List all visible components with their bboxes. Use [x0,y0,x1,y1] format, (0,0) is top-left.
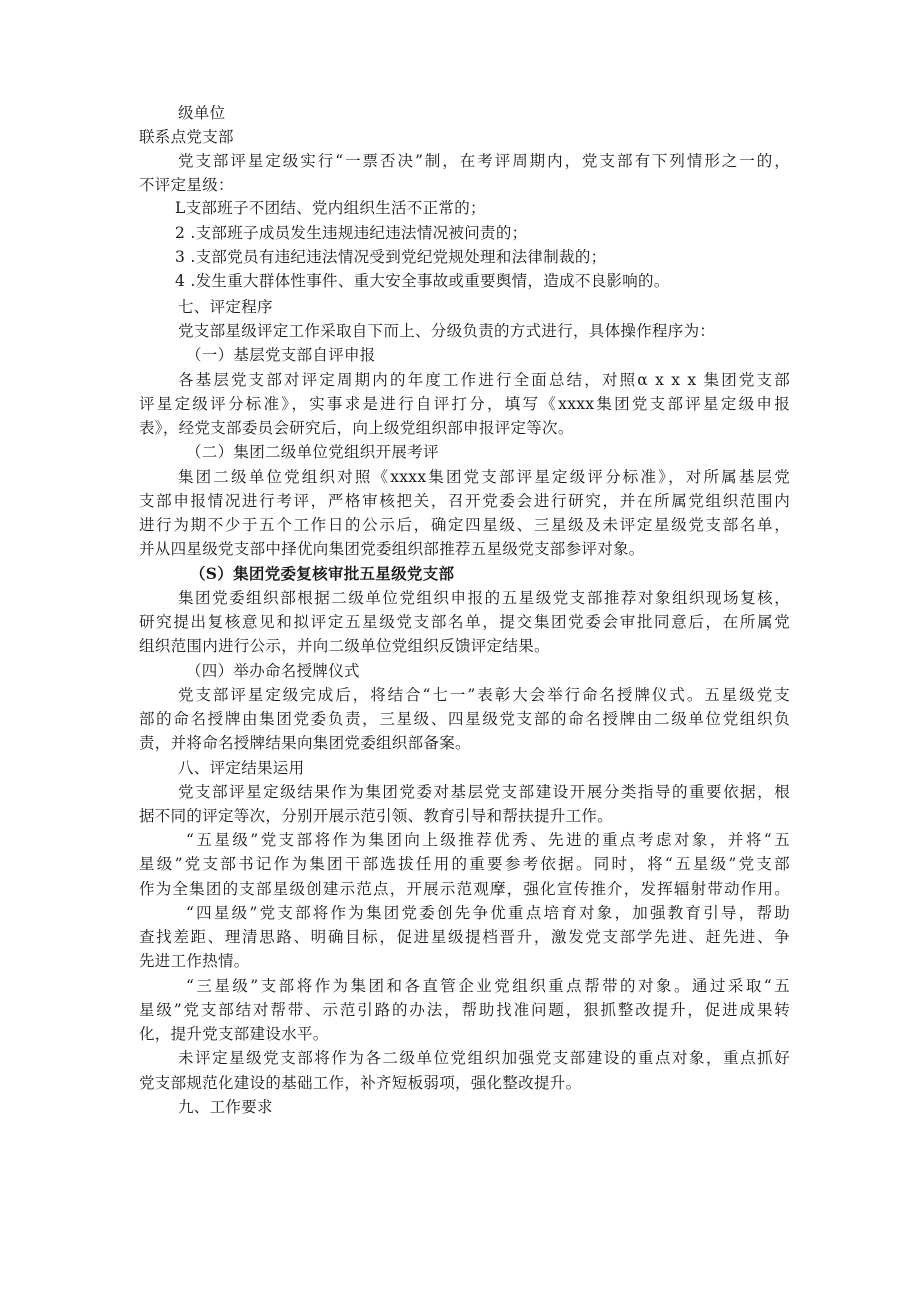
list-item: 2 .支部班子成员发生违规违纪违法情况被问责的； [175,224,528,242]
doc-line: 党支部评星定级完成后，将结合“七一”表彰大会举行命名授牌仪式。五星级党支 [178,686,790,704]
doc-line: 表》，经党支部委员会研究后，向上级党组织部申报评定等次。 [139,419,574,437]
doc-line: 未评定星级党支部将作为各二级单位党组织加强党支部建设的重点对象，重点抓好 [178,1049,790,1067]
doc-line: 不评定星级： [139,176,234,194]
doc-line: 联系点党支部 [139,128,234,146]
list-item: L支部班子不团结、党内组织生活不正常的； [175,199,486,217]
list-item: 4 .发生重大群体性事件、重大安全事故或重要舆情，造成不良影响的。 [175,272,670,290]
section-heading: 七、评定程序 [178,298,273,316]
doc-line: 评星定级评分标准》，实事求是进行自评打分，填写《xxxx集团党支部评星定级申报 [139,395,790,413]
doc-line: “四星级”党支部将作为集团党委创先争优重点培育对象，加强教育引导，帮助 [186,904,790,922]
doc-line: 查找差距、理清思路、明确目标，促进星级提档晋升，激发党支部学先进、赶先进、争 [139,928,790,946]
doc-line: 作为全集团的支部星级创建示范点，开展示范观摩，强化宣传推介，发挥辐射带动作用。 [139,880,790,898]
doc-line: 党支部评星定级实行“一票否决”制，在考评周期内，党支部有下列情形之一的， [178,152,790,170]
subsection-heading: （二）集团二级单位党组织开展考评 [186,443,439,461]
doc-line: 支部申报情况进行考评，严格审核把关，召开党委会进行研究，并在所属党组织范围内 [139,492,790,510]
doc-line: 研究提出复核意见和拟评定五星级党支部名单，提交集团党委会审批同意后，在所属党 [139,613,790,631]
doc-line: 星级”党支部结对帮带、示范引路的办法，帮助找准问题，狠抓整改提升，促进成果转 [139,1001,790,1019]
doc-line: 责，并将命名授牌结果向集团党委组织部备案。 [139,734,471,752]
doc-line: 集团党委组织部根据二级单位党组织申报的五星级党支部推荐对象组织现场复核， [178,589,790,607]
list-item: 3 .支部党员有违纪违法情况受到党纪党规处理和法律制裁的； [175,248,607,266]
doc-line: 级单位 [178,104,226,122]
doc-line: 据不同的评定等次，分别开展示范引领、教育引导和帮扶提升工作。 [139,807,614,825]
subsection-heading: （四）举办命名授牌仪式 [186,662,360,680]
doc-line: 党支部规范化建设的基础工作，补齐短板弱项，强化整改提升。 [139,1074,582,1092]
doc-line: 星级”党支部书记作为集团干部选拔任用的重要参考依据。同时，将“五星级”党支部 [139,855,790,873]
doc-line: 党支部星级评定工作采取自下而上、分级负责的方式进行，具体操作程序为： [178,322,716,340]
doc-line: 先进工作热情。 [139,952,250,970]
section-heading: 九、工作要求 [178,1098,273,1116]
subsection-heading: （S）集团党委复核审批五星级党支部 [190,564,455,583]
doc-line: 集团二级单位党组织对照《xxxx集团党支部评星定级评分标准》，对所属基层党 [178,468,790,486]
doc-line: “三星级”支部将作为集团和各直管企业党组织重点帮带的对象。通过采取“五 [186,977,790,995]
doc-line: 化，提升党支部建设水平。 [139,1025,329,1043]
subsection-heading: （一）基层党支部自评申报 [186,346,376,364]
section-heading: 八、评定结果运用 [178,759,305,777]
doc-line: 组织范围内进行公示，并向二级单位党组织反馈评定结果。 [139,637,550,655]
doc-line: “五星级”党支部将作为集团向上级推荐优秀、先进的重点考虑对象，并将“五 [186,831,790,849]
doc-line: 党支部评星定级结果作为集团党委对基层党支部建设开展分类指导的重要依据，根 [178,783,790,801]
doc-line: 并从四星级党支部中择优向集团党委组织部推荐五星级党支部参评对象。 [139,540,645,558]
doc-line: 部的命名授牌由集团党委负责，三星级、四星级党支部的命名授牌由二级单位党组织负 [139,710,790,728]
doc-line: 进行为期不少于五个工作日的公示后，确定四星级、三星级及未评定星级党支部名单， [139,516,790,534]
doc-line: 各基层党支部对评定周期内的年度工作进行全面总结，对照α x x x 集团党支部 [178,371,790,389]
